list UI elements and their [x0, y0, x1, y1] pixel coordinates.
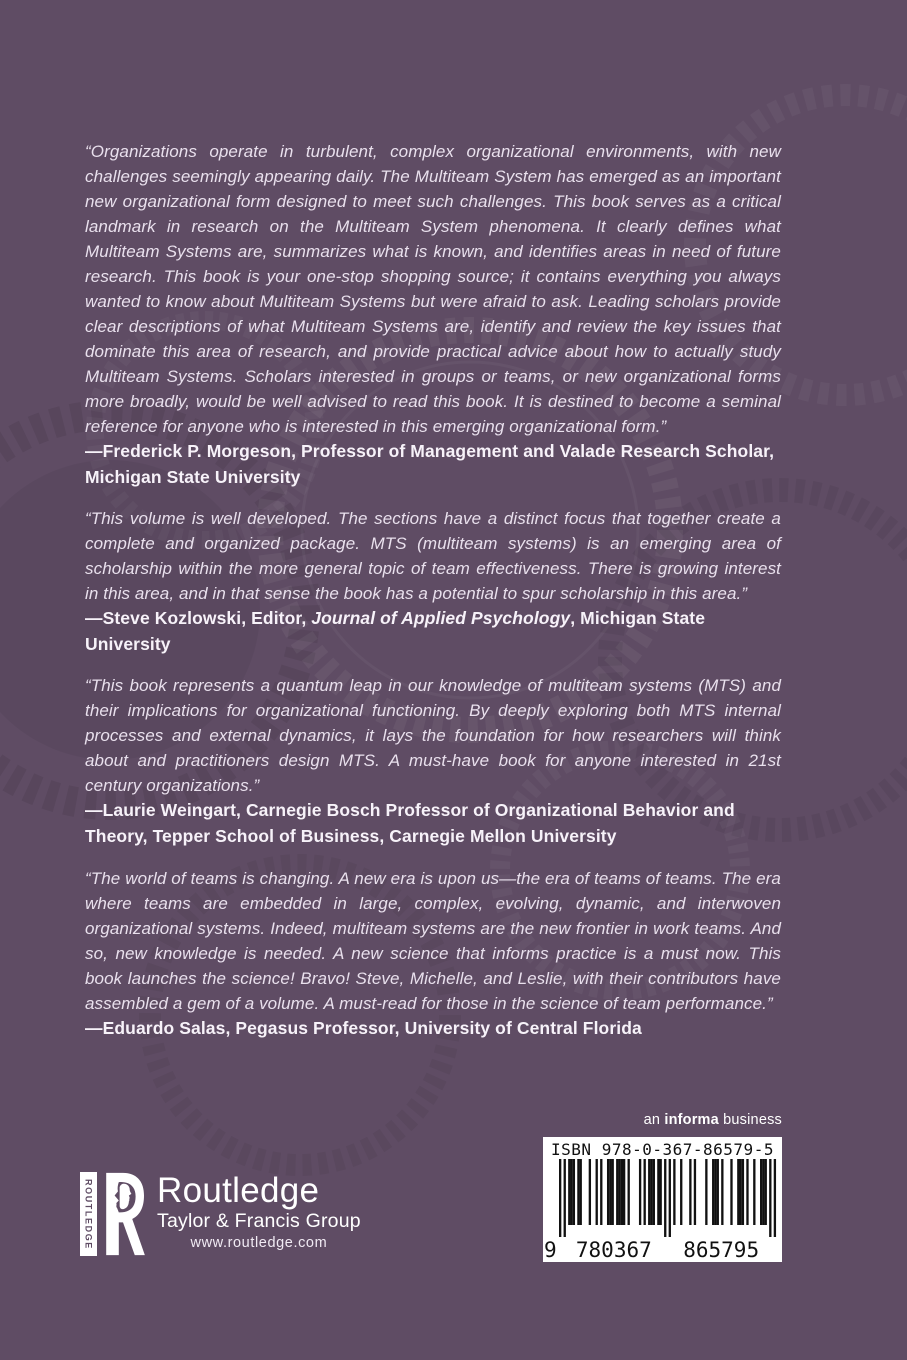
quote-attribution	[85, 1016, 781, 1042]
quote-attribution	[85, 606, 781, 657]
attribution-segment: —Eduardo Salas, Pegasus Professor, University of Central Florida	[85, 1017, 642, 1038]
svg-text:780367: 780367	[575, 1238, 652, 1262]
endorsement-quotes	[85, 139, 781, 1057]
routledge-vertical-text: ROUTLEDGE	[83, 1178, 94, 1250]
informa-brand: informa	[664, 1112, 719, 1128]
quote-attribution	[85, 798, 781, 849]
isbn-label: ISBN 978-0-367-86579-5	[551, 1140, 774, 1159]
routledge-r-icon	[101, 1172, 145, 1256]
quote-text: “Organizations operate in turbulent, complex organizational environments, with new challenges seemingly appearing daily. The Multiteam System has emerged as an important new organizational form designed to meet such challenges. This book serves as a critical landmark in research on the Multiteam System phenomena. It clearly defines what Multiteam Systems are, summarizes what is known, and identifies areas in need of future research. This book is your one-stop shopping source; it contains everything you always wanted to know about Multiteam Systems but were afraid to ask. Leading scholars provide clear descriptions of what Multiteam Systems are, identify and review the key issues that dominate this area of research, and provide practical advice about how to actually study Multiteam Systems. Scholars interested in groups or teams, or new organizational forms more broadly, would be well advised to read this book. It is destined to become a seminal reference for anyone who is interested in this emerging organizational form.”	[85, 142, 781, 436]
informa-suffix: business	[723, 1112, 782, 1128]
routledge-vertical-wordmark	[80, 1172, 97, 1256]
attribution-segment: —Frederick P. Morgeson, Professor of Management and Valade Research Scholar, Michigan State University	[85, 441, 775, 487]
attribution-segment: Journal of Applied Psychology	[311, 608, 571, 629]
svg-text:9: 9	[544, 1238, 557, 1262]
informa-prefix: an	[643, 1112, 661, 1128]
attribution-segment: —Laurie Weingart, Carnegie Bosch Professor of Organizational Behavior and Theory, Tepper School of Business, Carnegie Mellon University	[85, 800, 735, 846]
quote-text: “The world of teams is changing. A new era is upon us—the era of teams of teams. The era where teams are embedded in large, complex, evolving, dynamic, and interwoven organizational systems. Indeed, multiteam systems are the new frontier in work teams. And so, new knowledge is needed. A new science that informs practice is a must now. This book launches the science! Bravo! Steve, Michelle, and Leslie, with their contributors have assembled a gem of a volume. A must-read for those in the science of team performance.”	[85, 868, 781, 1013]
publisher-website: www.routledge.com	[190, 1235, 328, 1251]
quote-block	[85, 139, 781, 490]
publisher-name: Routledge	[157, 1171, 320, 1210]
ean13-barcode	[543, 1159, 782, 1263]
publisher-group: Taylor & Francis Group	[157, 1210, 361, 1232]
quote-text: “This volume is well developed. The sections have a distinct focus that together create a complete and organized package. MTS (multiteam systems) is an emerging area of scholarship within the more general topic of team effectiveness. There is growing interest in this area, and in that sense the book has a potential to spur scholarship in this area.”	[85, 509, 781, 604]
attribution-segment: , Michigan State University	[85, 608, 706, 654]
quote-block	[85, 506, 781, 657]
svg-text:865795: 865795	[683, 1238, 760, 1262]
quote-block	[85, 866, 781, 1042]
isbn-barcode	[543, 1137, 782, 1262]
publisher-logo-block	[80, 1172, 361, 1256]
publisher-text	[157, 1172, 361, 1252]
informa-business-label	[644, 1112, 782, 1128]
quote-block	[85, 673, 781, 849]
attribution-segment: —Steve Kozlowski, Editor,	[85, 608, 312, 629]
quote-text: “This book represents a quantum leap in our knowledge of multiteam systems (MTS) and their implications for organizational functioning. By deeply exploring both MTS internal processes and external dynamics, it lays the foundation for how researchers will think about and practitioners design MTS. A must-have book for anyone interested in 21st century organizations.”	[85, 676, 781, 796]
quote-attribution	[85, 439, 781, 490]
